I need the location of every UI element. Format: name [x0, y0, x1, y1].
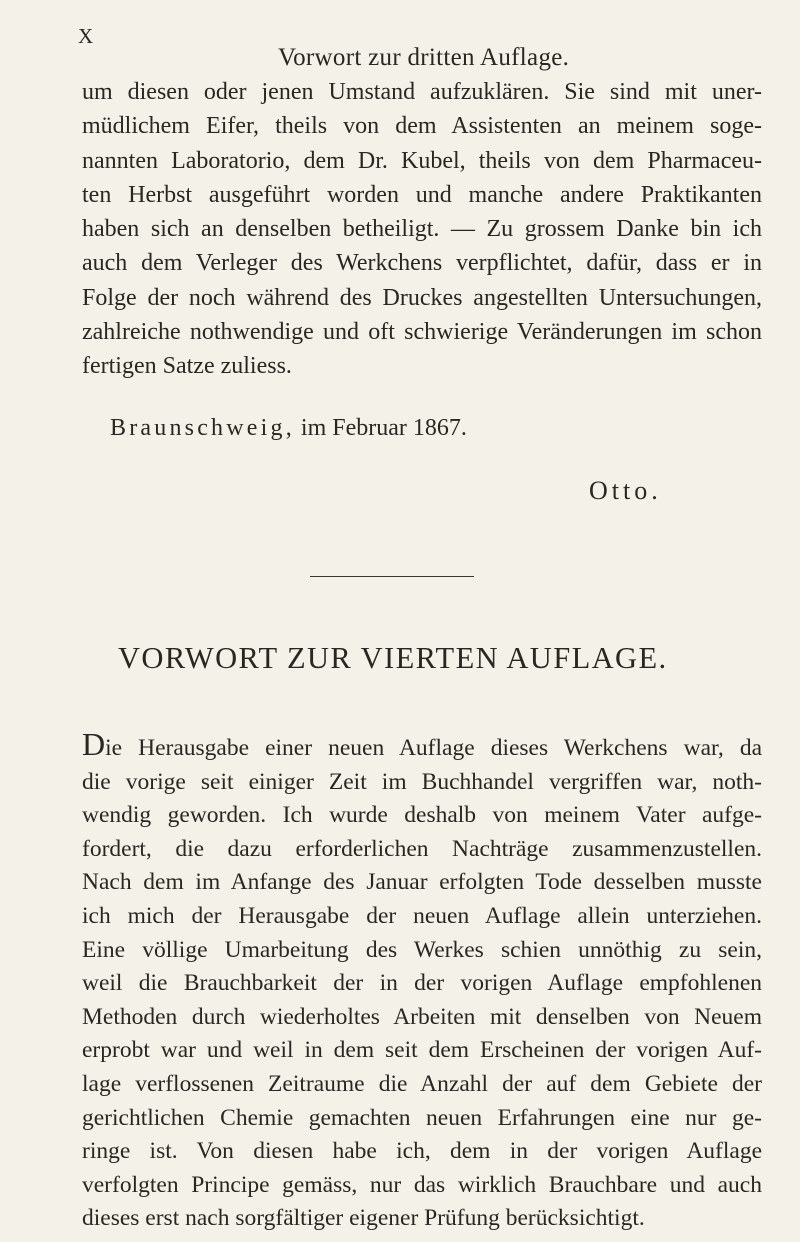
place-date-line	[110, 415, 467, 442]
previous-preface-text	[82, 75, 762, 384]
text-line: verfolgten Principe gemäss, nur das wirklich Brauchbare und auch	[82, 1171, 762, 1198]
first-line-text: ie Herausgabe einer neuen Auflage dieses Werkchens war, da	[105, 735, 762, 761]
fourth-preface-text	[82, 728, 762, 1236]
text-line: ten Herbst ausgeführt worden und manche andere Praktikanten	[82, 181, 762, 208]
running-head: Vorwort zur dritten Auflage.	[278, 44, 570, 71]
text-line: weil die Brauchbarkeit der in der vorigen Auflage empfohlenen	[82, 970, 762, 997]
page-number: X	[78, 24, 95, 48]
text-line: haben sich an denselben betheiligt. — Zu grossem Danke bin ich	[82, 216, 762, 243]
text-line: erprobt war und weil in dem seit dem Erscheinen der vorigen Auf-	[82, 1037, 762, 1064]
text-line: Methoden durch wiederholtes Arbeiten mit denselben von Neuem	[82, 1003, 762, 1030]
text-line: fordert, die dazu erforderlichen Nachträge zusammenzustellen.	[82, 835, 762, 862]
drop-cap: D	[82, 726, 106, 762]
section-divider	[310, 576, 474, 577]
text-line: Folge der noch während des Druckes angestellten Untersuchungen,	[82, 284, 762, 311]
text-line: nannten Laboratorio, dem Dr. Kubel, theils von dem Pharmaceu-	[82, 147, 762, 174]
text-line: wendig geworden. Ich wurde deshalb von meinem Vater aufge-	[82, 802, 762, 829]
text-line: gerichtlichen Chemie gemachten neuen Erfahrungen eine nur ge-	[82, 1104, 762, 1131]
text-line: um diesen oder jenen Umstand aufzuklären. Sie sind mit uner-	[82, 79, 762, 105]
text-line: müdlichem Eifer, theils von dem Assistenten an meinem soge-	[82, 113, 762, 140]
place-name: Braunschweig,	[110, 415, 295, 441]
text-line: fertigen Satze zuliess.	[82, 353, 292, 380]
text-line: dieses erst nach sorgfältiger eigener Prüfung berücksichtigt.	[82, 1205, 645, 1232]
page-header	[78, 24, 758, 71]
text-line: Eine völlige Umarbeitung des Werkes schien unnöthig zu sein,	[82, 936, 762, 963]
text-line: ich mich der Herausgabe der neuen Auflage allein unterziehen.	[82, 902, 762, 929]
text-line: Nach dem im Anfange des Januar erfolgten Tode desselben musste	[82, 869, 762, 896]
section-title: VORWORT ZUR VIERTEN AUFLAGE.	[118, 641, 668, 675]
text-line: auch dem Verleger des Werkchens verpflichtet, dafür, dass er in	[82, 250, 762, 277]
text-line: ringe ist. Von diesen habe ich, dem in der vorigen Auflage	[82, 1138, 762, 1165]
first-text-line	[82, 728, 762, 766]
text-line: die vorige seit einiger Zeit im Buchhandel vergriffen war, noth-	[82, 768, 762, 795]
date-text: im Februar 1867.	[300, 415, 467, 441]
text-line: lage verflossenen Zeitraume die Anzahl der auf dem Gebiete der	[82, 1070, 762, 1097]
signature: Otto.	[589, 476, 662, 505]
text-line: zahlreiche nothwendige und oft schwierige Veränderungen im schon	[82, 319, 762, 346]
